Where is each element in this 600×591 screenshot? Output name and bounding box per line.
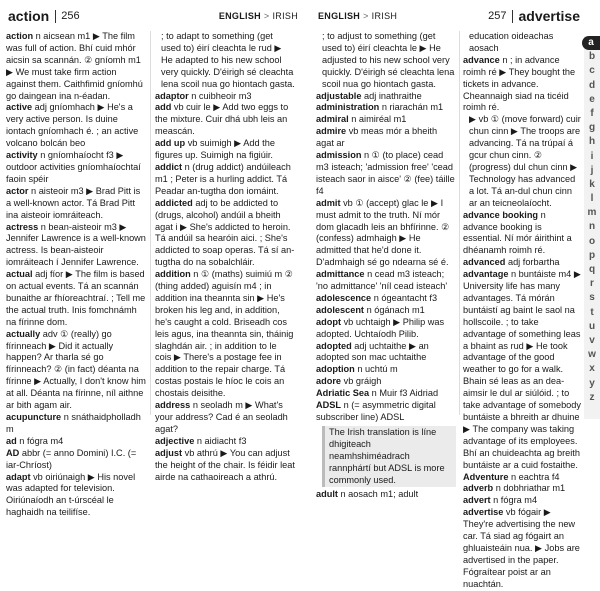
dictionary-entry [6,412,146,436]
entry-text: n cead m3 isteach; 'no admittance' 'níl cead isteach' [316,269,448,292]
entry-text: ▶ vb ① (move forward) cuir chun cinn ▶ The troops are advancing. Tá na trúpaí á gcur chun cinn. ② (progress) dul chun cinn ▶ Technology has advanced a lot. Tá an-dul chun cinn ar an teicneolaíocht. [469,114,581,208]
headword: action [6,31,34,41]
dictionary-entry [463,472,581,484]
entry-text: vb suimigh ▶ Add the figures up. Suimigh na figiúir. [155,138,275,161]
entry-text: adj uchtaithe ▶ an adopted son mac uchtaithe [316,340,429,363]
headword: advantage [463,269,509,280]
dictionary-entry [6,31,146,102]
entry-text: n aisteoir m3 ▶ Brad Pitt is a well-known actor. Tá Brad Pitt ina aisteoir iomráiteach. [6,185,141,220]
thumb-tab-c[interactable]: c [589,65,595,77]
right-column-2 [463,31,581,591]
dictionary-entry [155,102,295,138]
entry-text: n fógra m4 [19,435,64,446]
dictionary-entry [316,293,456,305]
headword: adolescent [316,304,364,315]
entry-text: n (= asymmetric digital subscriber line) ADSL [316,400,436,422]
headword: ad [6,435,17,446]
headword: active [6,102,33,113]
left-language-label: ENGLISH > IRISH [218,11,298,21]
thumb-tab-b[interactable]: b [588,51,596,63]
dictionary-entry [6,448,146,472]
dictionary-entry [463,257,581,269]
headword: adapt [6,471,31,482]
dictionary-entry [316,341,456,365]
entry-text: n ógánach m1 [366,304,425,315]
entry-text: abbr (= anno Domini) I.C. (= iar-Chríost) [6,447,137,470]
entry-text: n bean-aisteoir m3 ▶ Jennifer Lawrence is a well-known actress. Is bean-aisteoir iomráiteach í Jennifer Lawrence. [6,221,146,268]
headword: adore [316,376,342,387]
dictionary-entry [316,388,456,400]
thumb-tab-z[interactable]: z [589,391,595,403]
thumb-tab-e[interactable]: e [589,93,595,105]
headword: advanced [463,257,506,268]
dictionary-entry [316,305,456,317]
thumb-tab-u[interactable]: u [588,320,596,332]
right-running-header [318,6,580,26]
headword: adopted [316,340,352,351]
thumb-tab-g[interactable]: g [588,122,596,134]
entry-text: adj gníomhach ▶ He's a very active person. Is duine iontach gníomhach é. ; an active volcano bolcán beo [6,102,139,149]
left-running-header [8,6,298,26]
entry-text: adj fíor ▶ The film is based on actual events. Tá an scannán bunaithe ar fhíoreachtraí. ; Tell me the actual truth. Inis fomchnámh na fírinne dom. [6,269,146,327]
headword: actor [6,185,29,196]
headword: advert [463,495,491,506]
headword: adolescence [316,292,372,303]
headword: administration [316,102,380,113]
dictionary-entry [6,436,146,448]
thumb-tab-v[interactable]: v [589,334,595,346]
entry-text: n snáthaidpholladh m [6,412,141,434]
entry-text: n cuibheoir m3 [191,90,252,101]
thumb-tab-q[interactable]: q [588,264,596,275]
thumb-tab-p[interactable]: p [588,249,596,261]
dictionary-entry [6,186,146,222]
entry-text: n aosach m1; adult [337,489,419,500]
thumb-tab-k[interactable]: k [589,178,595,190]
dictionary-entry [6,269,146,329]
headword: address [155,400,191,411]
dictionary-entry [463,269,581,471]
entry-text: n ① (maths) suimiú m ② (thing added) aguisín m4 ; in addition ina theannta sin ▶ He's broken his leg and, in addition, he's caught a cold. Briseadh cos leis agus, ina theannta sin, tháinig slaghdán air. ; in addition to le cois ▶ There's a postage fee in addition to the repair charge. Tá costas postais le híoc le cois an chostais deisithe. [155,269,294,399]
dictionary-entry [6,222,146,270]
entry-text: n Muir f3 Aidriad [371,388,439,399]
dictionary-entry [155,436,295,448]
headword: adoption [316,364,355,375]
headword: add up [155,138,186,149]
entry-text: adv ① (really) go fírinneach ▶ Did it actually happen? Ar tharla sé go fírinneach? ② (in fact) déanta na fírinne ▶ Actually, I don't know him at all. Déanta na fírinne, níl aithne ar bith agam air. [6,328,146,411]
thumb-tab-x[interactable]: x [589,363,595,375]
headword: adjust [155,447,183,458]
dictionary-entry [316,198,456,269]
headword: adjective [155,435,195,446]
entry-text: n (drug addict) andúileach m1 ; Peter is a hurling addict. Tá Peadar an-tugtha don iomáint. [155,161,291,196]
right-page [300,0,600,589]
thumb-tab-n[interactable]: n [588,221,596,233]
right-page-number: 257 [488,10,507,22]
headword: adopt [316,316,342,327]
entry-text: vb fógair ▶ They're advertising the new car. Tá siad ag fógairt an ghluaisteáin nua. ▶ Jobs are advertised in the paper. Fógraítear poist ar an nuachtán. [463,507,580,589]
headword: actress [6,221,39,232]
dictionary-entry [316,269,456,293]
dictionary-entry [155,31,295,91]
headword: admire [316,126,347,137]
entry-text: vb ① (accept) glac le ▶ I must admit to the truth. Ní mór dom glacadh leis an bhfírinne. ② (confess) admhaigh ▶ He admitted that he'd done it. D'admhaigh sé go ndearna sé é. [316,197,450,268]
thumb-tab-y[interactable]: y [589,377,595,389]
dictionary-entry [463,495,581,507]
dictionary-entry [155,269,295,400]
headword: ADSL [316,400,342,411]
thumb-tab-h[interactable]: h [588,136,596,148]
entry-text: vb meas mór a bheith agat ar [316,126,438,149]
headword: adjustable [316,90,362,101]
headword: admit [316,197,341,208]
entry-text: n ógeantacht f3 [373,292,438,303]
dictionary-entry [155,91,295,103]
thumb-tab-i[interactable]: i [590,150,594,162]
dictionary-entry [6,472,146,520]
dictionary-entry [316,91,456,103]
headword: actual [6,269,33,280]
entry-text: adj forbartha [507,257,560,268]
dictionary-entry [155,138,295,162]
headword: advance [463,54,500,65]
headword: admittance [316,269,365,280]
dictionary-entry [6,329,146,412]
dictionary-entry [316,102,456,114]
entry-text: n aimiréal m1 [351,114,407,125]
entry-text: vb gráigh [343,376,382,387]
dictionary-entry [463,210,581,258]
headword: add [155,102,172,113]
entry-text: vb athrú ▶ You can adjust the height of the chair. Is féidir leat airde na cathaoireach a athrú. [155,447,295,482]
dictionary-entry [6,150,146,186]
headword: AD [6,447,20,458]
entry-text: n advance booking is essential. Ní mór áirithint a dhéanamh roimh ré. [463,209,572,256]
entry-text: adj to be addicted to (drugs, alcohol) andúil a bheith agat i ▶ She's addicted to heroin. Tá andúil sa hearóin aici. ; She's addicted to soap operas. Tá sí an-tugtha do na sobalchláir. [155,197,295,268]
headword: adult [316,489,338,500]
headword: Adriatic Sea [316,388,370,399]
left-column-2 [155,31,295,483]
headword: addicted [155,197,193,208]
thumb-tab-t[interactable]: t [590,306,594,318]
thumb-tab-o[interactable]: o [588,235,596,247]
dictionary-entry [6,102,146,150]
entry-text: vb uchtaigh ▶ Philip was adopted. Uchtaíodh Pilib. [316,316,445,339]
dictionary-entry [463,114,581,209]
dictionary-entry [155,448,295,484]
headword: actually [6,328,41,339]
dictionary-entry [316,150,456,198]
headword: admission [316,150,362,161]
entry-text: n riarachán m1 [381,102,444,113]
dictionary-entry [316,126,456,150]
dictionary-entry [316,400,456,424]
dictionary-entry [155,400,295,436]
dictionary-entry [316,317,456,341]
entry-text: n uchtú m [357,364,398,375]
entry-text: n gníomhaíocht f3 ▶ outdoor activities gníomhaíochtaí faoin spéir [6,150,141,184]
dictionary-entry [155,198,295,269]
column-divider [459,31,460,415]
entry-text: n eachtra f4 [511,471,560,482]
dictionary-entry [155,162,295,198]
dictionary-entry [316,364,456,376]
entry-text: vb cuir le ▶ Add two eggs to the mixture. Cuir dhá ubh leis an meascán. [155,102,289,137]
thumb-tab-j[interactable]: j [590,164,594,176]
dictionary-entry [316,31,456,91]
entry-text: n buntáiste m4 ▶ University life has many advantages. Tá mórán buntáistí ag baint le saol na hollscoile. ; to take advantage of something leas a bhaint as rud ▶ He took advantage of the good weather to go for a walk. Bhain sé leas as an dea-aimsir le dul ar siúlóid. ; to take advantage of somebody buntáiste a bhreith ar dhuine ▶ The company was taking advantage of its employees. Bhí an chuideachta ag breith buntáiste ar a cuid fostaithe. [463,269,581,470]
dictionary-entry [316,114,456,126]
headword: Adventure [463,471,509,482]
entry-text: adj inathraithe [364,90,422,101]
dictionary-entry [463,55,581,115]
thumb-tab-r[interactable]: r [590,278,594,290]
entry-text: n dobhriathar m1 [495,483,566,494]
entry-text: ; to adapt to something (get used to) éirí cleachta le rud ▶ He adapted to his new school very quickly. D'éirigh sé cleachta lena scoil nua go hiontach gasta. [161,31,295,89]
headword: adaptor [155,90,189,101]
entry-text: vb oiriúnaigh ▶ His novel was adapted for television. Oiriúnaíodh an t-úrscéal le haghaidh na teilifíse. [6,471,136,518]
right-guide-word: advertise [518,8,580,24]
entry-text: ; to adjust to something (get used to) éirí cleachta le ▶ He adjusted to his new school very quickly. D'éirigh sé cleachta lena scoil nua go hiontach gasta. [322,31,455,89]
thumb-tab-l[interactable]: l [590,193,594,205]
headword: adverb [463,483,494,494]
headword: advance booking [463,209,539,220]
right-column-1 [316,31,456,501]
left-page-number: 256 [61,10,80,22]
headword: admiral [316,114,349,125]
headword: advertise [463,507,504,518]
dictionary-entry [463,31,581,55]
usage-note-box: The Irish translation is líne dhigiteach neamhshiméadrach rannphártí but ADSL is more commonly used. [322,426,456,488]
dictionary-entry [316,489,456,501]
thumb-tab-f[interactable]: f [590,107,594,119]
headword: acupuncture [6,412,62,422]
left-page [0,0,300,518]
entry-text: n fógra m4 [493,495,538,506]
entry-text: n ① (to place) cead m3 isteach; 'admission free' 'cead isteach saor in aisce' ② (fee) táille f4 [316,150,455,196]
thumb-tab-d[interactable]: d [588,79,596,91]
header-divider [55,10,56,23]
headword: addition [155,269,191,280]
entry-text: n aicsean m1 ▶ The film was full of action. Bhí cuid mhór aicsin sa scannán. ② gníomh m1 ▶ We must take firm action against them. Caithfimid gníomhú go daingean ina n-éadan. [6,31,143,101]
left-guide-word: action [8,8,50,24]
dictionary-entry [316,376,456,388]
left-column-1 [6,31,146,519]
header-divider [512,10,513,23]
dictionary-entry [463,483,581,495]
dictionary-entry [463,507,581,590]
thumb-tab-m[interactable]: m [587,207,597,219]
entry-text: n ; in advance roimh ré ▶ They bought the tickets in advance. Cheannaigh siad na ticéid roimh ré. [463,54,576,113]
headword: addict [155,161,183,172]
entry-text: education oideachas aosach [469,31,554,53]
thumb-tab-w[interactable]: w [588,349,596,361]
entry-text: n aidiacht f3 [196,435,247,446]
headword: activity [6,150,38,161]
entry-text: n seoladh m ▶ What's your address? Cad é an seoladh agat? [155,400,288,434]
right-language-label: ENGLISH > IRISH [318,11,398,21]
thumb-tab-a[interactable]: a [582,36,600,50]
thumb-tab-s[interactable]: s [589,292,595,304]
column-divider [150,31,151,415]
alphabet-thumb-index [584,36,600,419]
